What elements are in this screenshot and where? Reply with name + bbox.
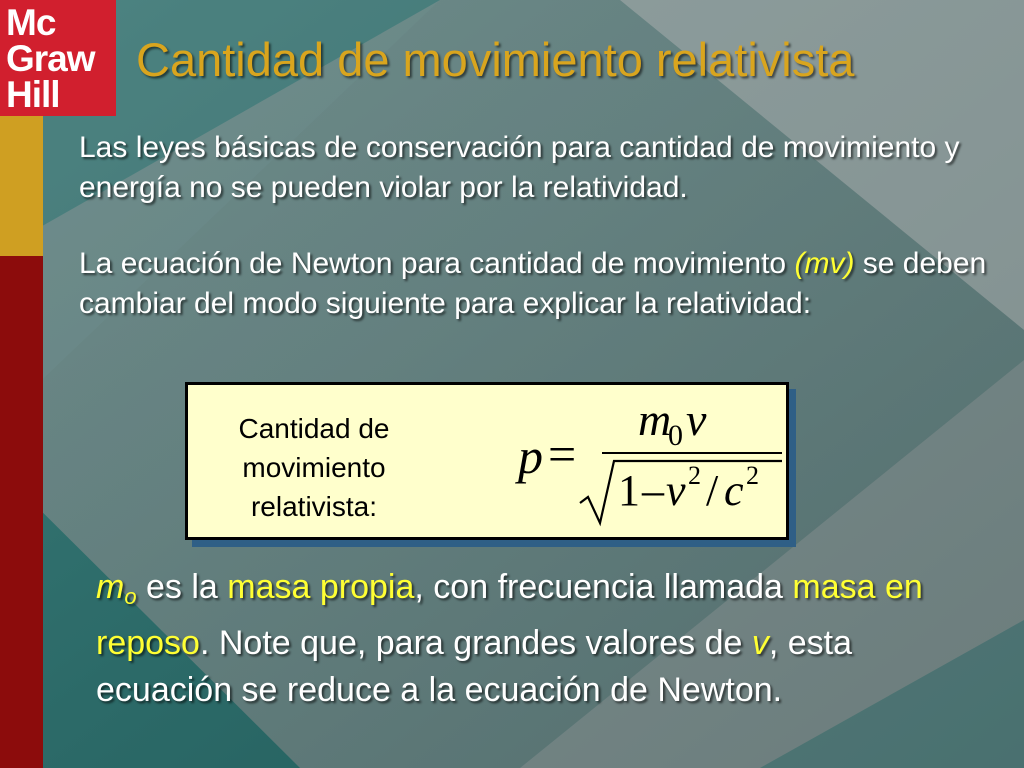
publisher-logo [0, 0, 116, 116]
paragraph3-text-2: , con frecuencia llamada [414, 568, 793, 606]
eq-v-squared-base: v [666, 466, 686, 515]
logo-text-line1: Mc [6, 2, 56, 43]
left-band-red [0, 256, 43, 768]
rest-mass-symbol: m [96, 568, 125, 606]
eq-exponent-c: 2 [746, 461, 759, 490]
paragraph3-text-3: . Note que, para grandes valores de [199, 624, 752, 662]
eq-minus: – [642, 466, 664, 515]
left-band-gold [0, 116, 43, 256]
paragraph-conservation: Las leyes básicas de conservación para cantidad de movimiento y energía no se pueden violar por la relatividad. [79, 131, 960, 204]
eq-c: c [724, 466, 744, 515]
eq-subscript-zero: 0 [668, 419, 683, 452]
eq-equals: = [548, 426, 577, 482]
formula-label: Cantidad de movimiento relativista: [238, 413, 390, 522]
eq-exponent-v: 2 [688, 461, 701, 490]
eq-slash: / [706, 466, 719, 515]
highlight-masa-en-reposo: masa en reposo [96, 568, 923, 662]
paragraph3-text-1: es la [136, 568, 228, 606]
paragraph2-paren-close: ) [844, 247, 855, 280]
eq-v: v [686, 394, 707, 445]
paragraph3-text-4: , esta ecuación se reduce a la ecuación de Newton. [96, 624, 853, 709]
slide-title: Cantidad de movimiento relativista [136, 33, 855, 86]
eq-p: p [518, 428, 543, 484]
formula-box [185, 382, 789, 540]
eq-m: m [638, 394, 672, 445]
paragraph2-mv: mv [804, 247, 845, 280]
paragraph-newton [79, 244, 999, 324]
paragraph-rest-mass [96, 564, 956, 714]
logo-text-line3: Hill [6, 74, 60, 115]
paragraph2-text-after: se deben cambiar del modo siguiente para explicar la relatividad: [79, 247, 987, 320]
velocity-symbol: v [751, 624, 769, 662]
paragraph2-text-before: La ecuación de Newton para cantidad de movimiento [79, 247, 795, 280]
highlight-masa-propia: masa propia [227, 568, 415, 606]
logo-text-line2: Graw [6, 38, 95, 79]
eq-one: 1 [618, 466, 640, 515]
relativistic-momentum-equation [506, 391, 786, 531]
paragraph2-paren-open: ( [794, 247, 805, 280]
rest-mass-subscript: o [124, 584, 137, 609]
